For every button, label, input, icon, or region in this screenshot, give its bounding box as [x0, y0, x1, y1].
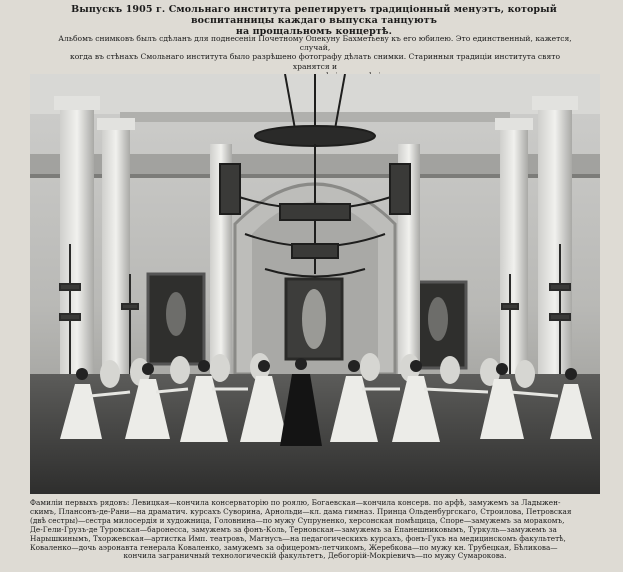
- caption-line: (двѣ сестры)—сестра милосердія и художница, Головнина—по мужу Супруненко, херсонская помѣщица, Споре—замужемъ за моракомъ,: [30, 515, 565, 525]
- caption-line: Де-Гели-Грузъ-де Туровская—баронесса, замужемъ за фонъ-Коль, Терновская—замужемъ за Епанешниковымъ, Туркуль—замужемъ за: [30, 524, 557, 534]
- caption-line: скимъ, Плансонъ-де-Рани—на драматич. курсахъ Суворина, Арнольди—кл. дама гимназ. Принца Ольденбургскаго, Строилова, Петровская: [30, 506, 572, 516]
- ballroom-photograph: [30, 74, 600, 494]
- caption-line: Нарышкинымъ, Тхоржевская—артистка Имп. театровъ, Магнусъ—на педагогическихъ курсахъ, фонъ-Гукъ на медицинскомъ факультетѣ,: [30, 533, 566, 543]
- caption-line: кончила заграничный технологическій факультетъ, Дебогорій-Мокріевичъ—по мужу Сумарокова.: [123, 551, 507, 561]
- heading-line: Выпускъ 1905 г. Смольнаго института репетируетъ традиціонный менуэтъ, который воспитанницы каждаго выпуска танцуютъ: [71, 4, 557, 26]
- caption-line: Коваленко—дочь аэронавта генерала Коваленко, замужемъ за офицеромъ-летчикомъ, Жеребкова—по мужу кн. Трубецкая, Бѣликова—: [30, 542, 558, 552]
- heading-line: на прощальномъ концертѣ.: [235, 26, 393, 37]
- intro-line: Альбомъ снимковъ былъ сдѣланъ для поднесенія Почетному Опекуну Бахметьеву къ его юбилею. Это единственный, кажется, случай,: [58, 34, 572, 53]
- intro-line: когда въ стѣнахъ Смольнаго института было разрѣшено фотографу дѣлать снимки. Старинныя традиціи института свято хранятся и: [69, 52, 561, 71]
- article-heading: [44, 4, 584, 37]
- photo-caption: [30, 499, 600, 561]
- caption-line: Фамиліи первыхъ рядовъ: Левицкая—кончила консерваторію по роялю, Богаевская—кончила консерв. по арфѣ, замужемъ за Ладыжен-: [30, 498, 561, 507]
- photograph-icon: [30, 74, 600, 494]
